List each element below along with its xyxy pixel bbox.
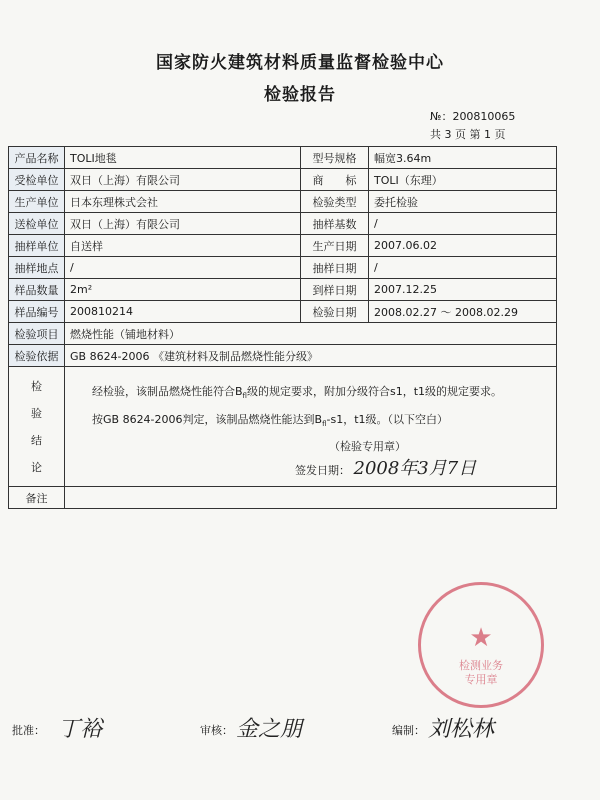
conclusion-paragraph-2 <box>70 409 551 435</box>
trademark: TOLI（东理） <box>369 169 557 191</box>
production-date: 2007.06.02 <box>369 235 557 257</box>
field-label: 样品数量 <box>9 279 65 301</box>
field-label: 型号规格 <box>301 147 369 169</box>
table-row <box>9 191 557 213</box>
report-table <box>8 146 557 509</box>
table-row <box>9 169 557 191</box>
approve-label: 批准： <box>12 724 45 737</box>
class-subscript: fl <box>242 392 247 401</box>
maker-unit: 日本东理株式会社 <box>65 191 301 213</box>
remarks-value <box>65 487 557 509</box>
seal-line: 检测业务 <box>459 659 503 672</box>
field-label: 抽样单位 <box>9 235 65 257</box>
arrival-date: 2007.12.25 <box>369 279 557 301</box>
sampling-date: / <box>369 257 557 279</box>
field-label: 样品编号 <box>9 301 65 323</box>
table-row <box>9 323 557 345</box>
issue-date <box>295 454 476 480</box>
conclusion-text: -s1，t1级。（以下空白） <box>326 413 449 427</box>
sample-quantity: 2m² <box>65 279 301 301</box>
sender-unit: 双日（上海）有限公司 <box>65 213 301 235</box>
field-label: 检验类型 <box>301 191 369 213</box>
sampler-unit: 自送样 <box>65 235 301 257</box>
field-label: 到样日期 <box>301 279 369 301</box>
field-label: 送检单位 <box>9 213 65 235</box>
model-spec: 幅宽3.64m <box>369 147 557 169</box>
compile-label: 编制： <box>392 724 425 737</box>
field-label: 检验项目 <box>9 323 65 345</box>
table-row <box>9 147 557 169</box>
test-type: 委托检验 <box>369 191 557 213</box>
field-label: 抽样日期 <box>301 257 369 279</box>
table-row <box>9 213 557 235</box>
field-label: 产品名称 <box>9 147 65 169</box>
report-number: №：200810065 <box>430 110 516 123</box>
table-row <box>9 345 557 367</box>
seal-text <box>421 659 541 687</box>
sampling-place: / <box>65 257 301 279</box>
field-label: 检验日期 <box>301 301 369 323</box>
sample-number: 200810214 <box>65 301 301 323</box>
compile-signature: 刘松林 <box>428 717 495 742</box>
test-basis: GB 8624-2006 《建筑材料及制品燃烧性能分级》 <box>65 345 557 367</box>
field-label: 抽样地点 <box>9 257 65 279</box>
conclusion-text: 经检验，该制品燃烧性能符合B <box>92 385 243 398</box>
conclusion-text: 按GB 8624-2006判定，该制品燃烧性能达到B <box>92 413 323 427</box>
star-icon: ★ <box>469 623 493 653</box>
table-row <box>9 301 557 323</box>
remarks-label: 备注 <box>9 487 65 509</box>
field-label: 抽样基数 <box>301 213 369 235</box>
approve-signature: 丁裕 <box>58 717 103 742</box>
conclusion-char: 验 <box>31 407 42 420</box>
table-row <box>9 279 557 301</box>
signature-bar <box>0 712 600 752</box>
field-label: 商 标 <box>301 169 369 191</box>
conclusion-row <box>9 367 557 487</box>
field-label: 检验依据 <box>9 345 65 367</box>
conclusion-paragraph-1 <box>70 381 551 407</box>
table-row <box>9 257 557 279</box>
issuer-name: 国家防火建筑材料质量监督检验中心 <box>156 53 444 73</box>
page-info: 共 3 页 第 1 页 <box>430 128 506 141</box>
seal-line: 专用章 <box>464 673 498 686</box>
conclusion-char: 结 <box>31 434 42 447</box>
seal-note: （检验专用章） <box>329 440 406 453</box>
review-signature: 金之朋 <box>236 717 303 742</box>
report-title: 检验报告 <box>264 85 336 105</box>
field-label: 受检单位 <box>9 169 65 191</box>
field-label: 生产日期 <box>301 235 369 257</box>
product-name: TOLI地毯 <box>65 147 301 169</box>
red-seal-stamp <box>418 582 544 708</box>
remarks-row <box>9 487 557 509</box>
conclusion-char: 论 <box>31 461 42 474</box>
sampling-base: / <box>369 213 557 235</box>
conclusion-body <box>65 367 557 487</box>
conclusion-label <box>9 367 65 487</box>
test-date: 2008.02.27 ～ 2008.02.29 <box>369 301 557 323</box>
client-unit: 双日（上海）有限公司 <box>65 169 301 191</box>
table-row <box>9 235 557 257</box>
class-subscript: fl <box>322 420 327 429</box>
issue-date-label: 签发日期： <box>295 464 350 477</box>
test-item: 燃烧性能（铺地材料） <box>65 323 557 345</box>
field-label: 生产单位 <box>9 191 65 213</box>
conclusion-char: 检 <box>31 380 42 393</box>
conclusion-text: 级的规定要求，附加分级符合s1，t1级的规定要求。 <box>246 385 503 398</box>
handwritten-date: 2008年3月7日 <box>353 458 477 479</box>
review-label: 审核： <box>200 724 233 737</box>
